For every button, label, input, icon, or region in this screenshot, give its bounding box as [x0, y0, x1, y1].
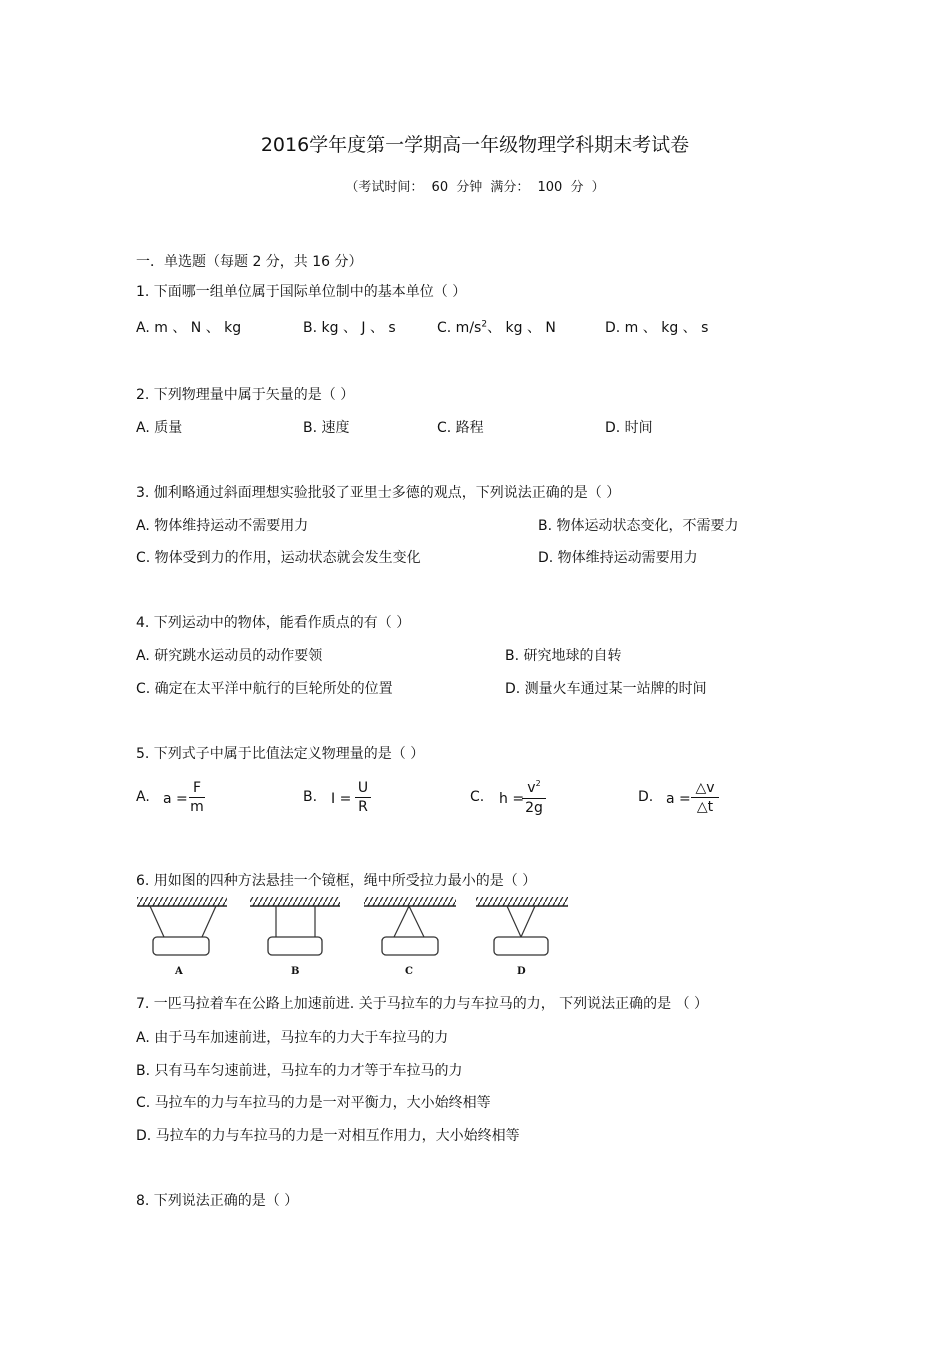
q4-stem: 4. 下列运动中的物体，能看作质点的有（ ）	[136, 615, 411, 631]
q2-option-b: B. 速度	[303, 420, 350, 436]
q5-option-c-lhs: h =	[499, 791, 525, 807]
q3-option-a: A. 物体维持运动不需要用力	[136, 518, 309, 534]
q4-option-c: C. 确定在太平洋中航行的巨轮所处的位置	[136, 681, 393, 697]
figure-option-a	[137, 897, 227, 955]
q5-option-a-label: A.	[136, 789, 150, 805]
q4-option-a: A. 研究跳水运动员的动作要领	[136, 648, 323, 664]
q5-option-d-label: D.	[638, 789, 654, 805]
figure-option-d	[476, 897, 568, 955]
q5-option-d-denominator: △t	[696, 799, 714, 815]
q4-option-b: B. 研究地球的自转	[505, 648, 622, 664]
q5-option-a-numerator: F	[192, 780, 202, 796]
q7-option-d: D. 马拉车的力与车拉马的力是一对相互作用力，大小始终相等	[136, 1128, 520, 1144]
q3-option-c: C. 物体受到力的作用，运动状态就会发生变化	[136, 550, 421, 566]
q2-option-d: D. 时间	[605, 420, 653, 436]
q8-stem: 8. 下列说法正确的是（ ）	[136, 1193, 299, 1209]
figure-label-d: D	[517, 966, 526, 977]
q5-option-c-numerator-base: v	[527, 780, 536, 796]
q1-stem: 1. 下面哪一组单位属于国际单位制中的基本单位（ ）	[136, 284, 467, 300]
q4-option-d: D. 测量火车通过某一站牌的时间	[505, 681, 707, 697]
figure-label-a: A	[175, 966, 183, 977]
q5-option-b-numerator: U	[357, 780, 369, 796]
q5-option-d-fraction	[691, 780, 719, 816]
q5-option-c-fraction	[522, 780, 546, 817]
q5-option-c-denominator: 2g	[525, 800, 543, 816]
q6-stem: 6. 用如图的四种方法悬挂一个镜框，绳中所受拉力最小的是（ ）	[136, 873, 537, 889]
q5-option-b-lhs: I =	[331, 791, 352, 807]
q1-option-c-exponent: 2	[481, 319, 488, 330]
q3-option-d: D. 物体维持运动需要用力	[538, 550, 698, 566]
q7-option-a: A. 由于马车加速前进，马拉车的力大于车拉马的力	[136, 1030, 449, 1046]
figure-option-b	[250, 897, 340, 955]
q7-stem: 7. 一匹马拉着车在公路上加速前进. 关于马拉车的力与车拉马的力， 下列说法正确的是 （ ）	[136, 996, 709, 1012]
q5-option-a-lhs: a =	[163, 791, 188, 807]
q1-option-a: A. m 、 N 、 kg	[136, 320, 242, 336]
q1-option-d: D. m 、 kg 、 s	[605, 320, 709, 336]
figure-label-c: C	[405, 966, 413, 977]
figure-label-b: B	[291, 966, 300, 977]
q7-option-c: C. 马拉车的力与车拉马的力是一对平衡力，大小始终相等	[136, 1095, 491, 1111]
page-title: 2016学年度第一学期高一年级物理学科期末考试卷	[260, 134, 690, 156]
q5-option-a-denominator: m	[190, 799, 204, 815]
q6-figure	[130, 893, 580, 985]
q7-option-b: B. 只有马车匀速前进，马拉车的力才等于车拉马的力	[136, 1063, 463, 1079]
q5-option-d-lhs: a =	[666, 791, 691, 807]
q2-option-a: A. 质量	[136, 420, 183, 436]
q5-option-d-numerator: △v	[695, 780, 715, 796]
q2-stem: 2. 下列物理量中属于矢量的是（ ）	[136, 387, 355, 403]
q1-option-c-text: C. m/s	[437, 320, 482, 336]
q5-option-a-fraction	[189, 780, 205, 816]
q1-option-c-rest: 、 kg 、 N	[487, 320, 556, 336]
q5-option-b-denominator: R	[358, 799, 368, 815]
q1-option-b: B. kg 、 J 、 s	[303, 320, 396, 336]
section-heading: 一．单选题（每题 2 分，共 16 分）	[136, 254, 363, 270]
exam-info: （考试时间： 60 分钟 满分： 100 分 ）	[345, 180, 605, 195]
q5-option-c-exponent: 2	[535, 779, 541, 788]
figure-option-c	[364, 897, 456, 955]
q5-option-b-fraction	[355, 780, 371, 816]
q5-option-b-label: B.	[303, 789, 318, 805]
q5-option-c-numerator	[522, 780, 546, 798]
q3-stem: 3. 伽利略通过斜面理想实验批驳了亚里士多德的观点，下列说法正确的是（ ）	[136, 485, 621, 501]
q5-stem: 5. 下列式子中属于比值法定义物理量的是（ ）	[136, 746, 425, 762]
q5-option-c-label: C.	[470, 789, 485, 805]
q3-option-b: B. 物体运动状态变化，不需要力	[538, 518, 739, 534]
q2-option-c: C. 路程	[437, 420, 484, 436]
q1-option-c	[437, 317, 556, 337]
